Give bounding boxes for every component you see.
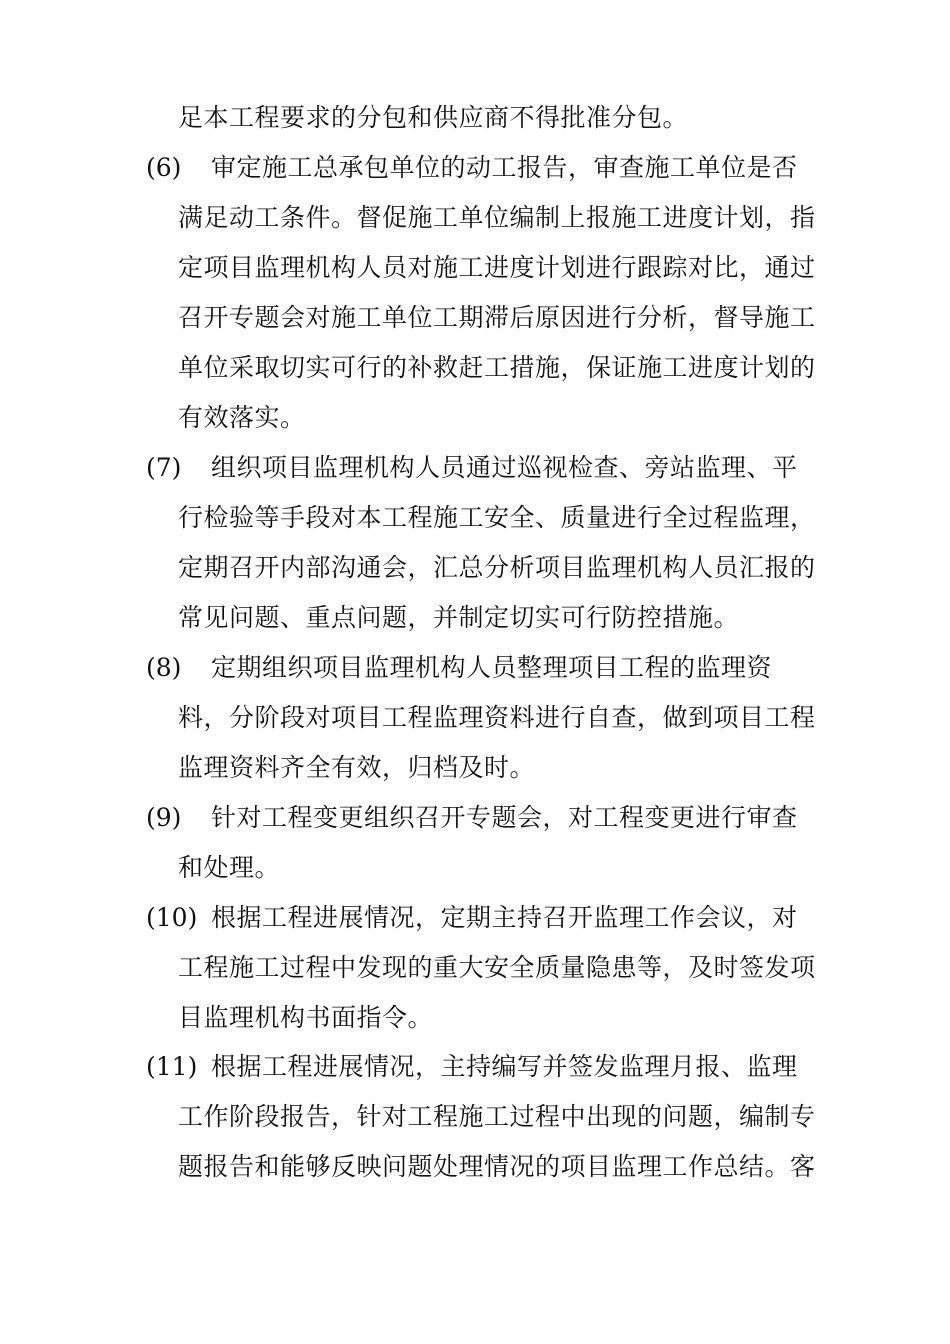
paragraph-line: 和处理。 [178,853,281,882]
item-number: (10) [146,903,198,932]
paragraph-line: 有效落实。 [178,403,306,432]
paragraph-line: 组织项目监理机构人员通过巡视检查、旁站监理、平 [211,453,798,482]
paragraph-line: 针对工程变更组织召开专题会，对工程变更进行审查 [211,803,798,832]
paragraph-line: 工作阶段报告，针对工程施工过程中出现的问题，编制专 [178,1102,816,1131]
paragraph-line: 常见问题、重点问题，并制定切实可行防控措施。 [178,603,740,632]
paragraph-line: 题报告和能够反映问题处理情况的项目监理工作总结。客 [178,1152,816,1181]
item-number: (6) [146,153,182,182]
paragraph-line: 根据工程进展情况，主持编写并签发监理月报、监理 [211,1052,798,1081]
paragraph-line: 审定施工总承包单位的动工报告，审查施工单位是否 [211,153,798,182]
paragraph-line: 足本工程要求的分包和供应商不得批准分包。 [178,103,689,132]
paragraph-line: 行检验等手段对本工程施工安全、质量进行全过程监理， [178,503,816,532]
paragraph-line: 定期召开内部沟通会，汇总分析项目监理机构人员汇报的 [178,553,816,582]
paragraph-line: 满足动工条件。督促施工单位编制上报施工进度计划，指 [178,203,816,232]
paragraph-line: 监理资料齐全有效，归档及时。 [178,753,536,782]
paragraph-line: 目监理机构书面指令。 [178,1003,434,1032]
item-number: (7) [146,453,182,482]
paragraph-line: 定项目监理机构人员对施工进度计划进行跟踪对比，通过 [178,253,816,282]
paragraph-line: 单位采取切实可行的补救赶工措施，保证施工进度计划的 [178,353,816,382]
paragraph-line: 根据工程进展情况，定期主持召开监理工作会议，对 [211,903,798,932]
item-number: (9) [146,803,182,832]
paragraph-line: 定期组织项目监理机构人员整理项目工程的监理资 [211,653,773,682]
item-number: (8) [146,653,182,682]
item-number: (11) [146,1052,198,1081]
paragraph-line: 料，分阶段对项目工程监理资料进行自查，做到项目工程 [178,703,816,732]
paragraph-line: 召开专题会对施工单位工期滞后原因进行分析，督导施工 [178,303,816,332]
paragraph-line: 工程施工过程中发现的重大安全质量隐患等，及时签发项 [178,953,816,982]
